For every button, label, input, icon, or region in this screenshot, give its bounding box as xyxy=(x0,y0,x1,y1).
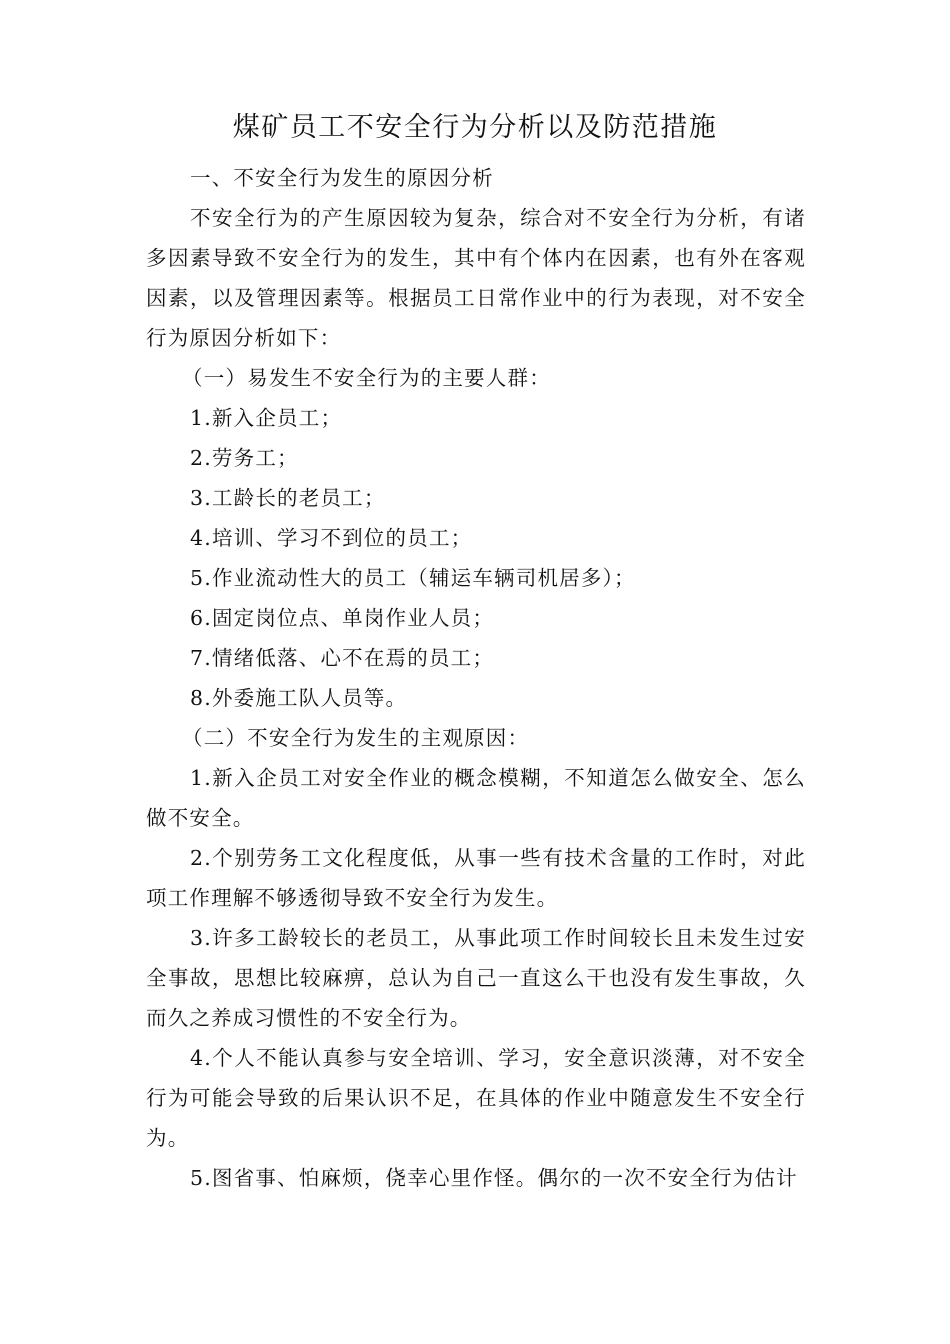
subsection-heading: （一）易发生不安全行为的主要人群： xyxy=(182,366,551,390)
list-item: 2.个别劳务工文化程度低，从事一些有技术含量的工作时，对此项工作理解不够透彻导致不安全行为发生。 xyxy=(146,846,806,910)
section-heading: 一、不安全行为发生的原因分析 xyxy=(190,166,494,190)
subsection-heading: （二）不安全行为发生的主观原因： xyxy=(182,726,530,750)
list-item: 8.外委施工队人员等。 xyxy=(190,686,408,710)
list-item: 4.个人不能认真参与安全培训、学习，安全意识淡薄，对不安全行为可能会导致的后果认识不足，在具体的作业中随意发生不安全行为。 xyxy=(146,1046,806,1150)
list-item: 6.固定岗位点、单岗作业人员； xyxy=(190,606,495,630)
list-item: 4.培训、学习不到位的员工； xyxy=(190,526,473,550)
list-item: 2.劳务工； xyxy=(190,446,299,470)
document-body xyxy=(146,158,806,1198)
list-item: 3.许多工龄较长的老员工，从事此项工作时间较长且未发生过安全事故，思想比较麻痹，总认为自己一直这么干也没有发生事故，久而久之养成习惯性的不安全行为。 xyxy=(146,926,806,1030)
list-item: 5.作业流动性大的员工（辅运车辆司机居多）； xyxy=(190,566,636,590)
list-item: 5.图省事、怕麻烦，侥幸心里作怪。偶尔的一次不安全行为估计 xyxy=(190,1166,798,1190)
list-item: 7.情绪低落、心不在焉的员工； xyxy=(190,646,495,670)
list-item: 1.新入企员工对安全作业的概念模糊，不知道怎么做安全、怎么做不安全。 xyxy=(146,766,806,830)
list-item: 1.新入企员工； xyxy=(190,406,343,430)
body-paragraph: 不安全行为的产生原因较为复杂，综合对不安全行为分析，有诸多因素导致不安全行为的发生，其中有个体内在因素，也有外在客观因素，以及管理因素等。根据员工日常作业中的行为表现，对不安全行为原因分析如下： xyxy=(146,206,806,350)
document-title: 煤矿员工不安全行为分析以及防范措施 xyxy=(232,112,718,143)
list-item: 3.工龄长的老员工； xyxy=(190,486,386,510)
